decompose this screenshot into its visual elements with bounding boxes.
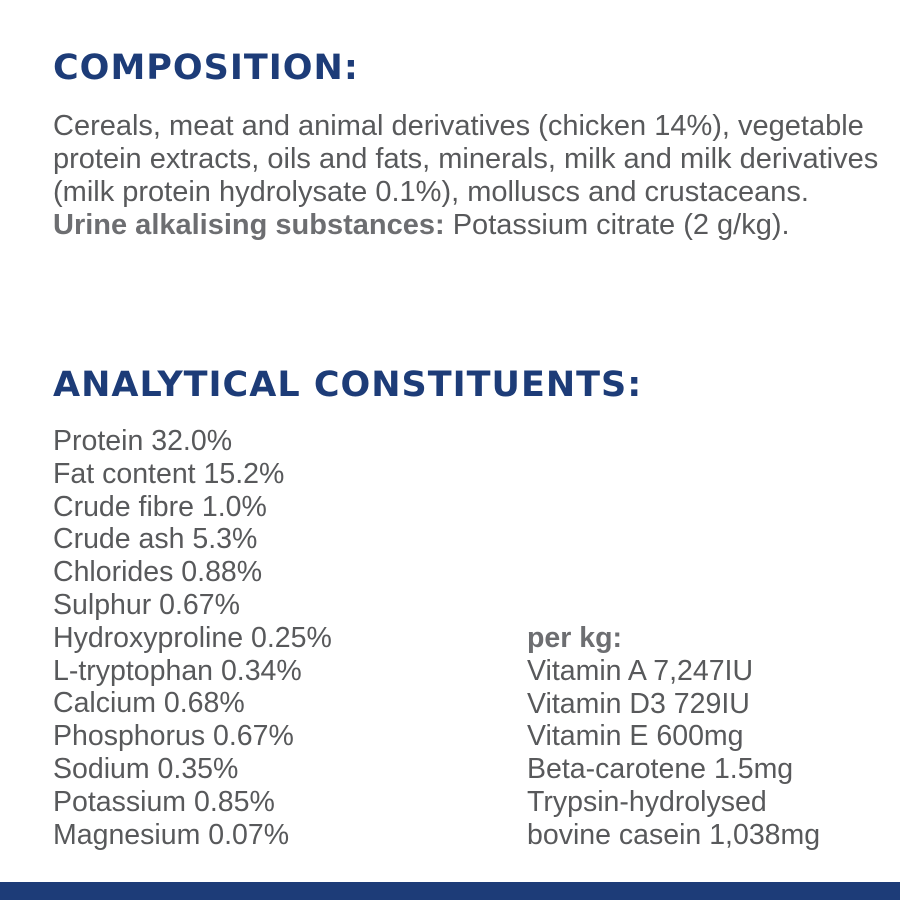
per-kg-item: Trypsin-hydrolysed: [527, 785, 767, 818]
additive-label: Urine alkalising substances:: [53, 209, 445, 241]
constituent-item: Calcium 0.68%: [53, 687, 245, 720]
per-kg-item: bovine casein 1,038mg: [527, 818, 821, 851]
constituent-item: Fat content 15.2%: [53, 457, 285, 490]
composition-text: [53, 110, 883, 242]
per-kg-item: Vitamin A 7,247IU: [527, 654, 754, 687]
analytical-heading: ANALYTICAL CONSTITUENTS:: [53, 365, 643, 405]
composition-heading: COMPOSITION:: [53, 48, 359, 88]
composition-ingredients: Cereals, meat and animal derivatives (chicken 14%), vegetable protein extracts, oils and fats, minerals, milk and milk derivatives (milk protein hydrolysate 0.1%), molluscs and crustaceans.: [53, 110, 879, 208]
per-kg-list: [527, 622, 820, 852]
composition-body: [53, 110, 883, 242]
constituents-list: [53, 425, 332, 851]
constituent-item: Hydroxyproline 0.25%: [53, 621, 332, 654]
constituent-item: Potassium 0.85%: [53, 785, 275, 818]
constituent-item: Chlorides 0.88%: [53, 556, 263, 589]
constituent-item: Crude ash 5.3%: [53, 523, 258, 556]
constituent-item: Sulphur 0.67%: [53, 588, 240, 621]
constituent-item: Crude fibre 1.0%: [53, 490, 267, 523]
constituent-item: L-tryptophan 0.34%: [53, 654, 302, 687]
footer-bar: [0, 882, 900, 900]
constituent-item: Protein 32.0%: [53, 425, 233, 457]
per-kg-item: Vitamin E 600mg: [527, 720, 744, 753]
constituent-item: Magnesium 0.07%: [53, 818, 290, 851]
constituent-item: Phosphorus 0.67%: [53, 720, 294, 753]
per-kg-title: per kg:: [527, 622, 623, 654]
per-kg-item: Beta-carotene 1.5mg: [527, 753, 794, 786]
constituent-item: Sodium 0.35%: [53, 752, 239, 785]
additive-text: Potassium citrate (2 g/kg).: [452, 209, 790, 241]
per-kg-item: Vitamin D3 729IU: [527, 687, 750, 720]
